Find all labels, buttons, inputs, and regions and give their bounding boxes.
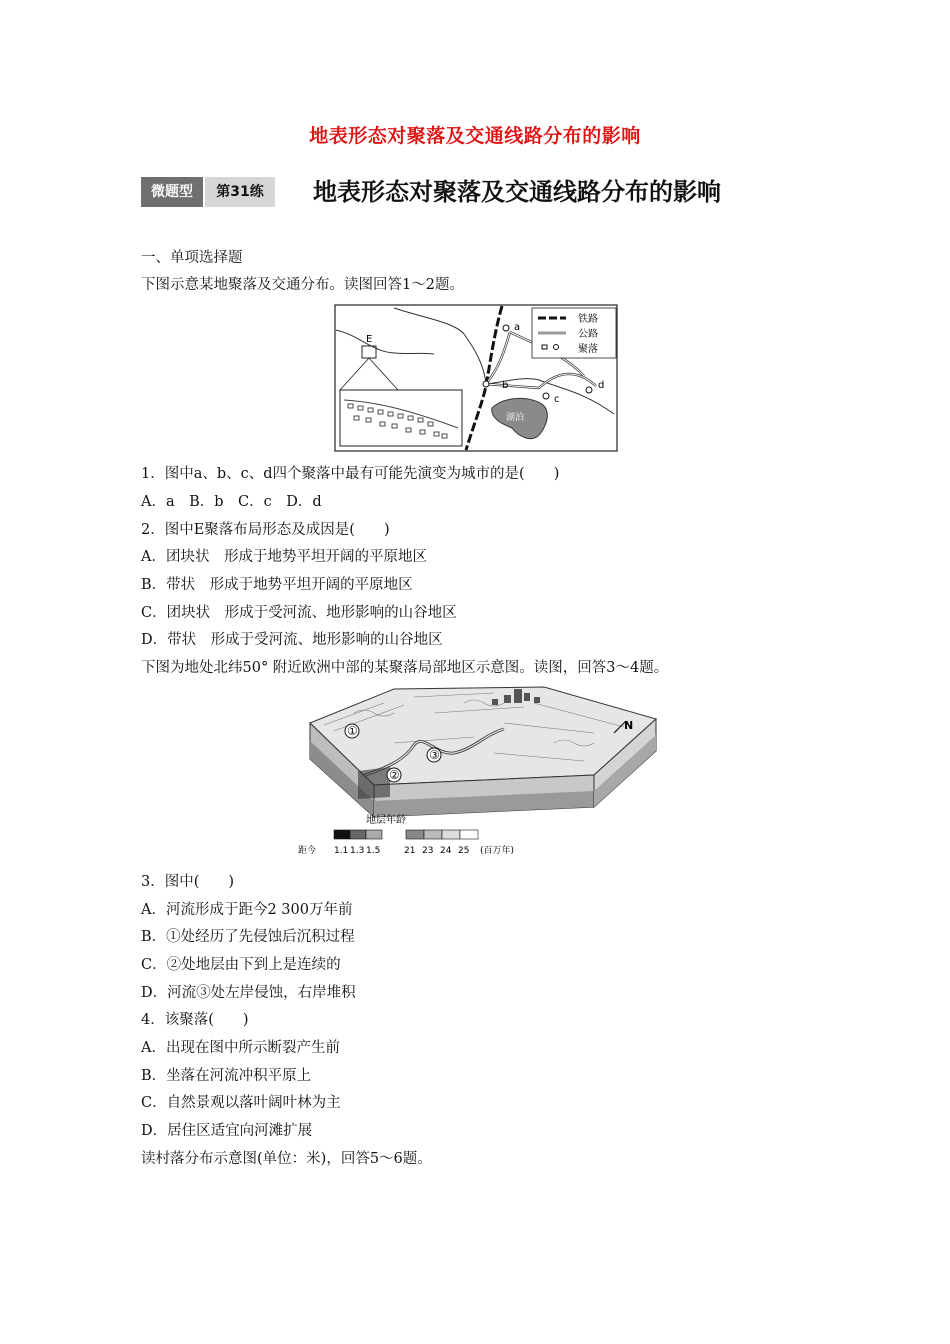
legend-railway: 铁路	[578, 314, 598, 325]
question-3-stem: 3．图中( )	[141, 874, 235, 890]
label-d: d	[598, 380, 605, 391]
legend-tick: 21	[404, 846, 416, 856]
question-3-option-d: D．河流③处左岸侵蚀，右岸堆积	[141, 985, 356, 1001]
lake-label: 湖泊	[506, 413, 525, 423]
settlement-d	[586, 387, 592, 393]
legend-road: 公路	[578, 329, 598, 340]
settlement-transport-map	[334, 304, 618, 452]
label-a: a	[514, 322, 521, 333]
question-3-option-c: C．②处地层由下到上是连续的	[141, 957, 341, 973]
label-e: E	[366, 334, 373, 345]
intro-text: 下图示意某地聚落及交通分布。读图回答1～2题。	[141, 277, 464, 293]
marker-1: ①	[347, 724, 358, 738]
legend-tick: 1.1	[334, 846, 349, 856]
question-3-option-a: A．河流形成于距今2 300万年前	[141, 902, 353, 918]
question-2-stem: 2．图中E聚落布局形态及成因是( )	[141, 522, 390, 538]
question-2-option-a: A．团块状 形成于地势平坦开阔的平原地区	[141, 549, 427, 565]
legend-settlement: 聚落	[578, 344, 598, 355]
type-badge: 微题型	[141, 177, 203, 207]
label-b: b	[502, 380, 509, 391]
question-1-stem: 1．图中a、b、c、d四个聚落中最有可能先演变为城市的是( )	[141, 466, 560, 482]
north-label: N	[624, 719, 634, 732]
legend-tick: 1.5	[366, 846, 381, 856]
question-2-option-d: D．带状 形成于受河流、地形影响的山谷地区	[141, 632, 443, 648]
intro-text-2: 下图为地处北纬50° 附近欧洲中部的某聚落局部地区示意图。读图，回答3～4题。	[141, 660, 669, 676]
legend-tick: 24	[440, 846, 452, 856]
section-heading: 一、单项选择题	[141, 250, 243, 266]
legend-title: 地层年龄	[366, 815, 406, 826]
marker-3: ③	[429, 748, 440, 762]
question-4-option-b: B．坐落在河流冲积平原上	[141, 1068, 312, 1084]
question-4-option-a: A．出现在图中所示断裂产生前	[141, 1040, 340, 1056]
document-title: 地表形态对聚落及交通线路分布的影响	[309, 125, 641, 147]
question-4-option-d: D．居住区适宜向河滩扩展	[141, 1123, 313, 1139]
question-2-option-b: B．带状 形成于地势平坦开阔的平原地区	[141, 577, 413, 593]
banner-title: 地表形态对聚落及交通线路分布的影响	[313, 178, 721, 206]
legend-prefix: 距今	[298, 846, 317, 856]
question-3-option-b: B．①处经历了先侵蚀后沉积过程	[141, 929, 355, 945]
legend-unit: (百万年)	[480, 846, 515, 856]
question-4-stem: 4．该聚落( )	[141, 1012, 249, 1028]
lesson-banner	[141, 172, 821, 210]
label-c: c	[554, 394, 560, 405]
settlement-b	[483, 381, 489, 387]
question-2-option-c: C．团块状 形成于受河流、地形影响的山谷地区	[141, 605, 457, 621]
lesson-badge: 第31练	[205, 177, 275, 207]
question-1-options: A．a B．b C．c D．d	[141, 494, 322, 510]
legend-tick: 25	[458, 846, 470, 856]
intro-text-3: 读村落分布示意图(单位：米)，回答5～6题。	[141, 1151, 432, 1167]
marker-2: ②	[389, 768, 400, 782]
settlement-c	[543, 393, 549, 399]
block-diagram	[294, 683, 660, 861]
settlement-a	[503, 325, 509, 331]
legend-tick: 23	[422, 846, 434, 856]
question-4-option-c: C．自然景观以落叶阔叶林为主	[141, 1095, 341, 1111]
legend-tick: 1.3	[350, 846, 365, 856]
